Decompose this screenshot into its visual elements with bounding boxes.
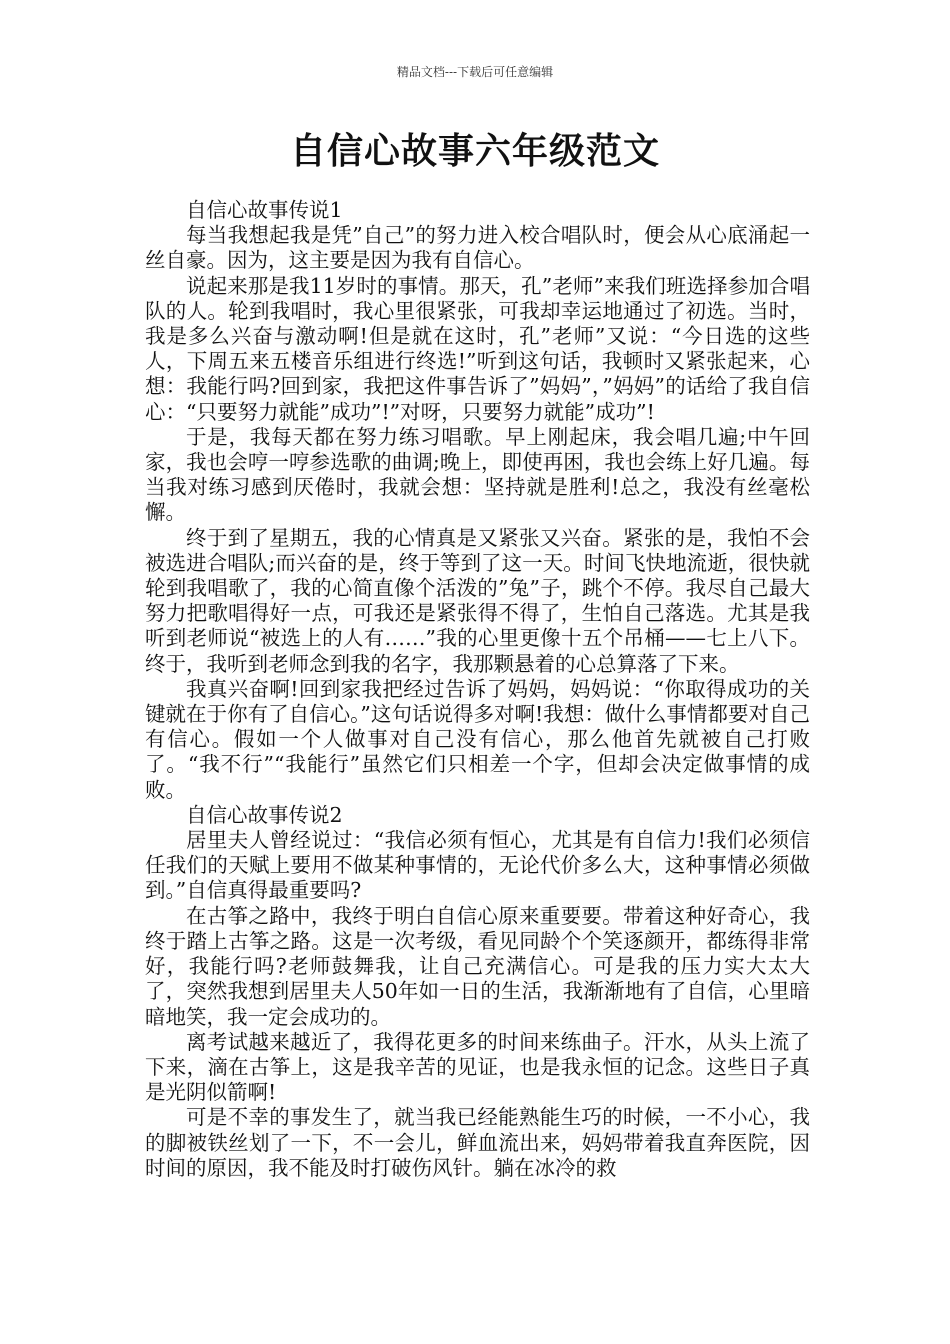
document-title: 自信心故事六年级范文 bbox=[289, 131, 660, 172]
section-heading-2: 自信心故事传说2 bbox=[186, 802, 343, 827]
paragraph: 离考试越来越近了，我得花更多的时间来练曲子。汗水，从头上流了下来，滴在古筝上，这是我辛苦的见证，也是我永恒的记念。这些日子真是光阴似箭啊! bbox=[145, 1029, 810, 1105]
section-heading-1: 自信心故事传说1 bbox=[186, 198, 343, 222]
paragraph: 可是不幸的事发生了，就当我已经能熟能生巧的时候，一不小心，我的脚被铁丝划了一下，不一会儿，鲜血流出来，妈妈带着我直奔医院，因时间的原因，我不能及时打破伤风针。躺在冰冷的救 bbox=[145, 1105, 810, 1180]
paragraph: 在古筝之路中，我终于明白自信心原来重要要。带着这种好奇心，我终于踏上古筝之路。这是一次考级，看见同龄个个笑逐颜开，都练得非常好，我能行吗?老师鼓舞我，让自己充满信心。可是我的压力实大太大了，突然我想到居里夫人50年如一日的生活，我渐渐地有了自信，心里暗暗地笑，我一定会成功的。 bbox=[145, 903, 810, 1029]
paragraph: 于是，我每天都在努力练习唱歌。早上刚起床，我会唱几遍;中午回家，我也会哼一哼参选歌的曲调;晚上，即使再困，我也会练上好几遍。每当我对练习感到厌倦时，我就会想：坚持就是胜利!总之，我没有丝毫松懈。 bbox=[145, 424, 810, 525]
paragraph: 终于到了星期五，我的心情真是又紧张又兴奋。紧张的是，我怕不会被选进合唱队;而兴奋的是，终于等到了这一天。时间飞快地流逝，很快就轮到我唱歌了，我的心简直像个活泼的”兔”子，跳个不停。我尽自己最大努力把歌唱得好一点，可我还是紧张得不得了，生怕自己落选。尤其是我听到老师说“被选上的人有……”我的心里更像十五个吊桶——七上八下。终于，我听到老师念到我的名字，我那颗悬着的心总算落了下来。 bbox=[145, 525, 810, 676]
paragraph: 每当我想起我是凭”自己”的努力进入校合唱队时，便会从心底涌起一丝自豪。因为，这主要是因为我有自信心。 bbox=[145, 223, 810, 273]
paragraph: 居里夫人曾经说过：“我信必须有恒心，尤其是有自信力!我们必须信任我们的天赋上要用不做某种事情的，无论代价多么大，这种事情必须做到。”自信真得最重要吗? bbox=[145, 828, 810, 903]
header-note: 精品文档---下载后可任意编辑 bbox=[396, 65, 554, 79]
paragraph: 说起来那是我11岁时的事情。那天，孔”老师”来我们班选择参加合唱队的人。轮到我唱时，我心里很紧张，可我却幸运地通过了初选。当时，我是多么兴奋与激动啊!但是就在这时，孔”老师”又说：“今日选的这些人，下周五来五楼音乐组进行终选!”听到这句话，我顿时又紧张起来，心想：我能行吗?回到家，我把这件事告诉了”妈妈”，”妈妈”的话给了我自信心：“只要努力就能”成功”!”对呀，只要努力就能”成功”! bbox=[145, 273, 810, 424]
paragraph: 我真兴奋啊!回到家我把经过告诉了妈妈，妈妈说：“你取得成功的关键就在于你有了自信心。”这句话说得多对啊!我想：做什么事情都要对自己有信心。假如一个人做事对自己没有信心，那么他首先就被自己打败了。“我不行”“我能行”虽然它们只相差一个字，但却会决定做事情的成败。 bbox=[145, 676, 810, 802]
document-body bbox=[145, 198, 810, 1181]
